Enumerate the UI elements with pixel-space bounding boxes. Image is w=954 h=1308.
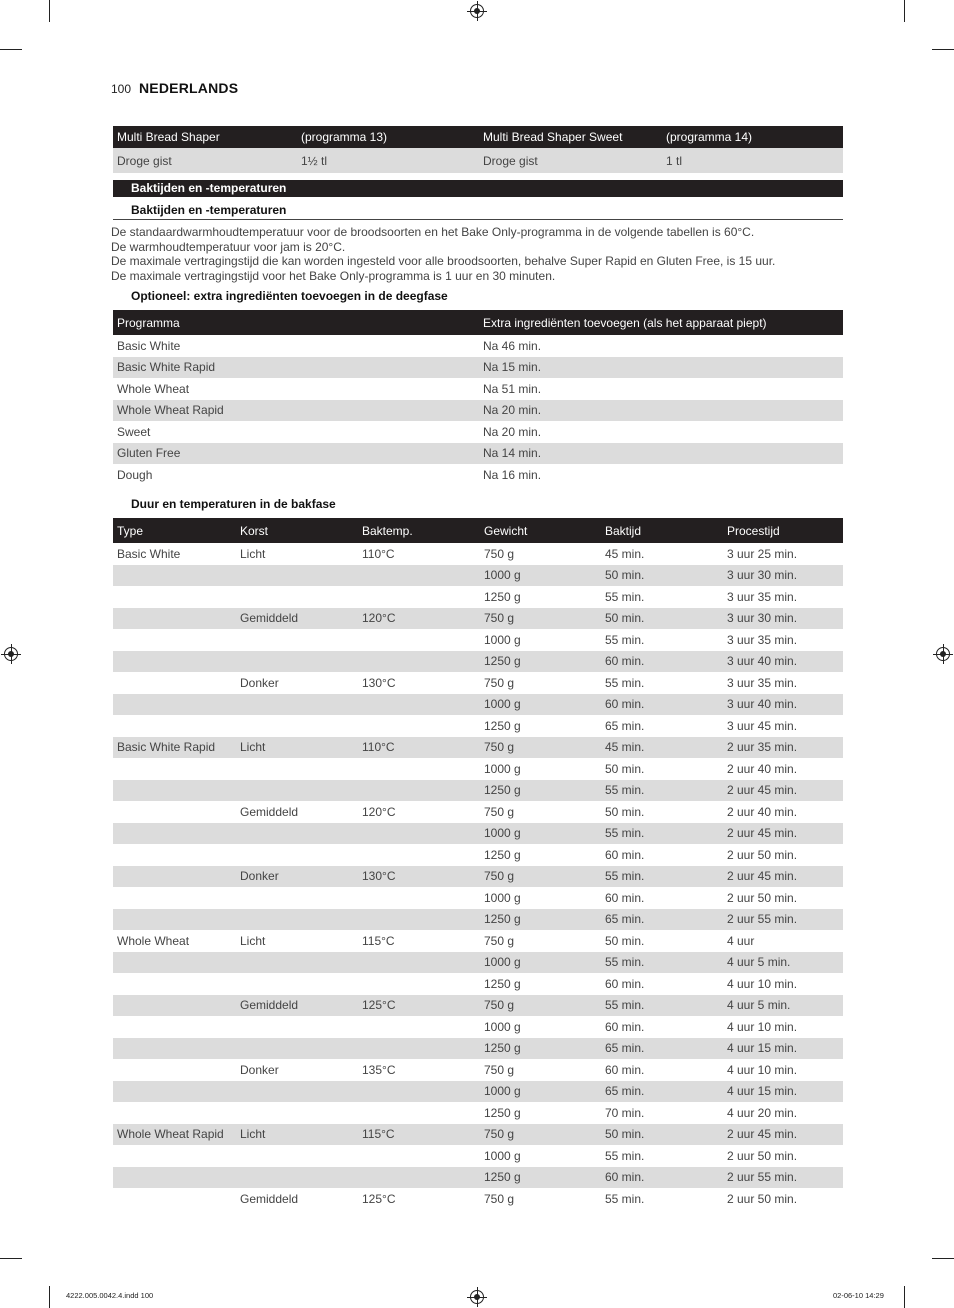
- table-cell: 4 uur: [727, 933, 755, 948]
- table-row: [113, 672, 843, 694]
- table-cell: 1250 g: [484, 718, 521, 733]
- table-cell: 50 min.: [605, 611, 645, 626]
- table-row: [113, 335, 843, 357]
- yeast-header-cell: Multi Bread Shaper: [117, 130, 220, 144]
- crop-mark: [932, 49, 954, 50]
- table-row: [113, 1038, 843, 1060]
- table-row: [113, 543, 843, 565]
- table-cell: 55 min.: [605, 632, 645, 647]
- table-cell: 135°C: [362, 1062, 396, 1077]
- crop-mark: [904, 0, 905, 22]
- intro-line: De warmhoudtemperatuur voor jam is 20°C.: [111, 239, 346, 254]
- table-cell: 4 uur 10 min.: [727, 1062, 798, 1077]
- table-cell: 750 g: [484, 546, 515, 561]
- table-row: [113, 887, 843, 909]
- optional-table-header: [113, 310, 843, 335]
- table-cell: 2 uur 50 min.: [727, 890, 798, 905]
- table-cell: 3 uur 45 min.: [727, 718, 798, 733]
- table-cell: 1250 g: [484, 1170, 521, 1185]
- table-row: [113, 1016, 843, 1038]
- table-cell: 65 min.: [605, 718, 645, 733]
- table-row: [113, 995, 843, 1017]
- table-cell: 1250 g: [484, 783, 521, 798]
- table-cell: 125°C: [362, 1191, 396, 1206]
- table-cell: Licht: [240, 546, 266, 561]
- table-row: [113, 421, 843, 443]
- table-cell: Gemiddeld: [240, 611, 299, 626]
- table-cell: Gemiddeld: [240, 1191, 299, 1206]
- table-row: [113, 1081, 843, 1103]
- table-cell: 4 uur 15 min.: [727, 1084, 798, 1099]
- optional-table: [113, 310, 843, 486]
- table-row: [113, 909, 843, 931]
- table-cell: 750 g: [484, 1062, 515, 1077]
- table-cell: 1000 g: [484, 1084, 521, 1099]
- table-row: [113, 1188, 843, 1210]
- table-cell: 1000 g: [484, 955, 521, 970]
- table-cell: 2 uur 45 min.: [727, 1127, 798, 1142]
- table-cell: 4 uur 5 min.: [727, 998, 791, 1013]
- table-cell: 3 uur 35 min.: [727, 632, 798, 647]
- table-row: [113, 1167, 843, 1189]
- table-cell: 1250 g: [484, 1041, 521, 1056]
- table-cell: 55 min.: [605, 675, 645, 690]
- registration-mark-icon: [470, 1290, 484, 1304]
- table-cell: Gemiddeld: [240, 998, 299, 1013]
- table-cell: 55 min.: [605, 826, 645, 841]
- table-row: [113, 823, 843, 845]
- table-cell: 1000 g: [484, 826, 521, 841]
- table-row: [113, 464, 843, 486]
- table-cell: Sweet: [117, 424, 151, 439]
- registration-mark-icon: [4, 647, 18, 661]
- table-cell: 55 min.: [605, 589, 645, 604]
- table-cell: 1000 g: [484, 1148, 521, 1163]
- table-cell: 60 min.: [605, 1170, 645, 1185]
- table-cell: 50 min.: [605, 568, 645, 583]
- table-cell: 750 g: [484, 804, 515, 819]
- table-cell: 65 min.: [605, 912, 645, 927]
- table-cell: 50 min.: [605, 933, 645, 948]
- yeast-table-row: [113, 148, 843, 173]
- table-cell: Basic White Rapid: [117, 360, 216, 375]
- table-cell: 130°C: [362, 869, 396, 884]
- table-cell: 750 g: [484, 998, 515, 1013]
- table-cell: 110°C: [362, 546, 395, 561]
- bake-header-cell: Baktemp.: [362, 523, 413, 538]
- table-cell: Donker: [240, 869, 279, 884]
- table-cell: Na 51 min.: [483, 381, 542, 396]
- table-cell: 60 min.: [605, 654, 645, 669]
- intro-text: [111, 225, 775, 283]
- table-cell: 1250 g: [484, 1105, 521, 1120]
- table-cell: 50 min.: [605, 804, 645, 819]
- bake-header-cell: Korst: [240, 523, 269, 538]
- yeast-header-cell: (programma 14): [666, 130, 753, 144]
- crop-mark: [904, 1286, 905, 1308]
- optional-header-cell: Extra ingrediënten toevoegen (als het apparaat piept): [483, 315, 767, 330]
- intro-line: De maximale vertragingstijd die kan worden ingesteld voor alle broodsoorten, behalve Super Rapid en Gluten Free, is 15 uur.: [111, 254, 776, 268]
- table-cell: 4 uur 10 min.: [727, 1019, 798, 1034]
- table-row: [113, 801, 843, 823]
- table-cell: 750 g: [484, 740, 515, 755]
- table-cell: 1250 g: [484, 847, 521, 862]
- yeast-table-header: [113, 126, 843, 148]
- table-cell: 2 uur 50 min.: [727, 847, 798, 862]
- table-cell: Basic White Rapid: [117, 740, 216, 755]
- table-cell: 110°C: [362, 740, 395, 755]
- table-row: [113, 930, 843, 952]
- table-cell: 60 min.: [605, 1062, 645, 1077]
- table-cell: 1000 g: [484, 568, 521, 583]
- table-cell: 55 min.: [605, 998, 645, 1013]
- registration-mark-icon: [470, 4, 484, 18]
- table-cell: 3 uur 25 min.: [727, 546, 798, 561]
- table-cell: 125°C: [362, 998, 396, 1013]
- table-cell: 3 uur 40 min.: [727, 654, 798, 669]
- page-number: 100: [111, 82, 132, 96]
- table-cell: 1000 g: [484, 890, 521, 905]
- table-cell: 55 min.: [605, 869, 645, 884]
- table-cell: 60 min.: [605, 847, 645, 862]
- table-cell: Whole Wheat: [117, 381, 190, 396]
- table-cell: 4 uur 10 min.: [727, 976, 798, 991]
- table-row: [113, 357, 843, 379]
- table-cell: 130°C: [362, 675, 396, 690]
- table-row: [113, 1124, 843, 1146]
- section-bar-title: Baktijden en -temperaturen: [113, 180, 843, 197]
- table-cell: 1000 g: [484, 697, 521, 712]
- table-cell: Donker: [240, 1062, 279, 1077]
- table-cell: 1000 g: [484, 1019, 521, 1034]
- table-cell: Donker: [240, 675, 279, 690]
- table-cell: 60 min.: [605, 1019, 645, 1034]
- yeast-cell: 1½ tl: [301, 153, 328, 168]
- bake-table: [113, 518, 843, 1210]
- table-cell: 55 min.: [605, 955, 645, 970]
- table-cell: 55 min.: [605, 1191, 645, 1206]
- table-cell: 45 min.: [605, 740, 645, 755]
- table-cell: 750 g: [484, 611, 515, 626]
- table-cell: Licht: [240, 1127, 266, 1142]
- table-cell: 60 min.: [605, 890, 645, 905]
- table-cell: Na 46 min.: [483, 338, 542, 353]
- table-cell: 1000 g: [484, 632, 521, 647]
- table-cell: Gluten Free: [117, 446, 181, 461]
- table-row: [113, 378, 843, 400]
- table-row: [113, 586, 843, 608]
- table-cell: 2 uur 35 min.: [727, 740, 798, 755]
- table-row: [113, 952, 843, 974]
- table-cell: 120°C: [362, 611, 396, 626]
- table-cell: 1250 g: [484, 976, 521, 991]
- intro-line: De standaardwarmhoudtemperatuur voor de broodsoorten en het Bake Only-programma in de volgende tabellen is 60°C.: [111, 225, 755, 239]
- section-divider: [113, 219, 843, 220]
- table-row: [113, 780, 843, 802]
- table-cell: 50 min.: [605, 1127, 645, 1142]
- table-cell: 2 uur 45 min.: [727, 783, 798, 798]
- table-cell: 65 min.: [605, 1084, 645, 1099]
- optional-table-body: [113, 335, 843, 486]
- yeast-cell: 1 tl: [666, 153, 683, 168]
- yeast-cell: Droge gist: [483, 153, 538, 168]
- table-row: [113, 1102, 843, 1124]
- bake-header-cell: Gewicht: [484, 523, 528, 538]
- optional-title: Optioneel: extra ingrediënten toevoegen in de deegfase: [131, 289, 448, 303]
- table-row: [113, 629, 843, 651]
- table-cell: 60 min.: [605, 976, 645, 991]
- table-row: [113, 608, 843, 630]
- table-cell: 1250 g: [484, 654, 521, 669]
- table-row: [113, 400, 843, 422]
- table-cell: Basic White: [117, 338, 181, 353]
- table-cell: Na 20 min.: [483, 403, 542, 418]
- yeast-header-cell: Multi Bread Shaper Sweet: [483, 130, 623, 144]
- footer-timestamp: 02-06-10 14:29: [833, 1291, 884, 1300]
- table-row: [113, 973, 843, 995]
- table-cell: 4 uur 5 min.: [727, 955, 791, 970]
- table-cell: 2 uur 50 min.: [727, 1191, 798, 1206]
- table-cell: Whole Wheat Rapid: [117, 1127, 224, 1142]
- table-cell: Na 15 min.: [483, 360, 542, 375]
- table-cell: Whole Wheat Rapid: [117, 403, 224, 418]
- table-cell: Na 20 min.: [483, 424, 542, 439]
- crop-mark: [0, 49, 22, 50]
- page-language-title: NEDERLANDS: [139, 80, 239, 96]
- yeast-table: [113, 126, 843, 173]
- table-cell: 55 min.: [605, 1148, 645, 1163]
- table-cell: 750 g: [484, 1127, 515, 1142]
- table-row: [113, 737, 843, 759]
- table-cell: 1250 g: [484, 912, 521, 927]
- crop-mark: [49, 0, 50, 22]
- registration-mark-icon: [936, 647, 950, 661]
- table-row: [113, 866, 843, 888]
- crop-mark: [0, 1258, 22, 1259]
- bake-table-header: [113, 518, 843, 543]
- table-cell: Licht: [240, 740, 266, 755]
- table-row: [113, 844, 843, 866]
- table-cell: 3 uur 30 min.: [727, 611, 798, 626]
- table-cell: 115°C: [362, 933, 395, 948]
- table-cell: 55 min.: [605, 783, 645, 798]
- bake-table-body: [113, 543, 843, 1210]
- table-cell: 3 uur 40 min.: [727, 697, 798, 712]
- table-cell: Whole Wheat: [117, 933, 190, 948]
- table-cell: 2 uur 40 min.: [727, 761, 798, 776]
- table-cell: 50 min.: [605, 761, 645, 776]
- yeast-cell: Droge gist: [117, 153, 172, 168]
- table-row: [113, 715, 843, 737]
- table-cell: 60 min.: [605, 697, 645, 712]
- table-cell: 70 min.: [605, 1105, 645, 1120]
- table-cell: 4 uur 20 min.: [727, 1105, 798, 1120]
- table-cell: Basic White: [117, 546, 181, 561]
- table-cell: 3 uur 35 min.: [727, 675, 798, 690]
- table-row: [113, 443, 843, 465]
- bake-header-cell: Procestijd: [727, 523, 780, 538]
- table-cell: 115°C: [362, 1127, 395, 1142]
- table-cell: 750 g: [484, 675, 515, 690]
- table-cell: 3 uur 35 min.: [727, 589, 798, 604]
- table-cell: 2 uur 40 min.: [727, 804, 798, 819]
- table-cell: 120°C: [362, 804, 396, 819]
- table-cell: 750 g: [484, 869, 515, 884]
- table-cell: 2 uur 50 min.: [727, 1148, 798, 1163]
- table-cell: 45 min.: [605, 546, 645, 561]
- bake-header-cell: Type: [117, 523, 144, 538]
- footer-file: 4222.005.0042.4.indd 100: [66, 1291, 154, 1300]
- table-cell: Na 14 min.: [483, 446, 542, 461]
- table-row: [113, 758, 843, 780]
- table-row: [113, 651, 843, 673]
- table-cell: 3 uur 30 min.: [727, 568, 798, 583]
- table-cell: 2 uur 45 min.: [727, 869, 798, 884]
- table-cell: Licht: [240, 933, 266, 948]
- table-cell: 2 uur 55 min.: [727, 1170, 798, 1185]
- table-cell: 1000 g: [484, 761, 521, 776]
- table-row: [113, 565, 843, 587]
- table-cell: Dough: [117, 467, 153, 482]
- table-cell: 4 uur 15 min.: [727, 1041, 798, 1056]
- bake-header-cell: Baktijd: [605, 523, 642, 538]
- section-title: Baktijden en -temperaturen: [131, 203, 287, 217]
- optional-header-cell: Programma: [117, 315, 180, 330]
- table-cell: 750 g: [484, 1191, 515, 1206]
- table-cell: 65 min.: [605, 1041, 645, 1056]
- crop-mark: [932, 1258, 954, 1259]
- table-row: [113, 1145, 843, 1167]
- table-cell: 750 g: [484, 933, 515, 948]
- table-cell: 2 uur 45 min.: [727, 826, 798, 841]
- table-row: [113, 1059, 843, 1081]
- table-cell: 1250 g: [484, 589, 521, 604]
- bake-title: Duur en temperaturen in de bakfase: [131, 497, 336, 511]
- table-row: [113, 694, 843, 716]
- intro-line: De maximale vertragingstijd voor het Bake Only-programma is 1 uur en 30 minuten.: [111, 268, 556, 283]
- table-cell: Na 16 min.: [483, 467, 542, 482]
- yeast-header-cell: (programma 13): [301, 130, 388, 144]
- table-cell: Gemiddeld: [240, 804, 299, 819]
- crop-mark: [49, 1286, 50, 1308]
- table-cell: 2 uur 55 min.: [727, 912, 798, 927]
